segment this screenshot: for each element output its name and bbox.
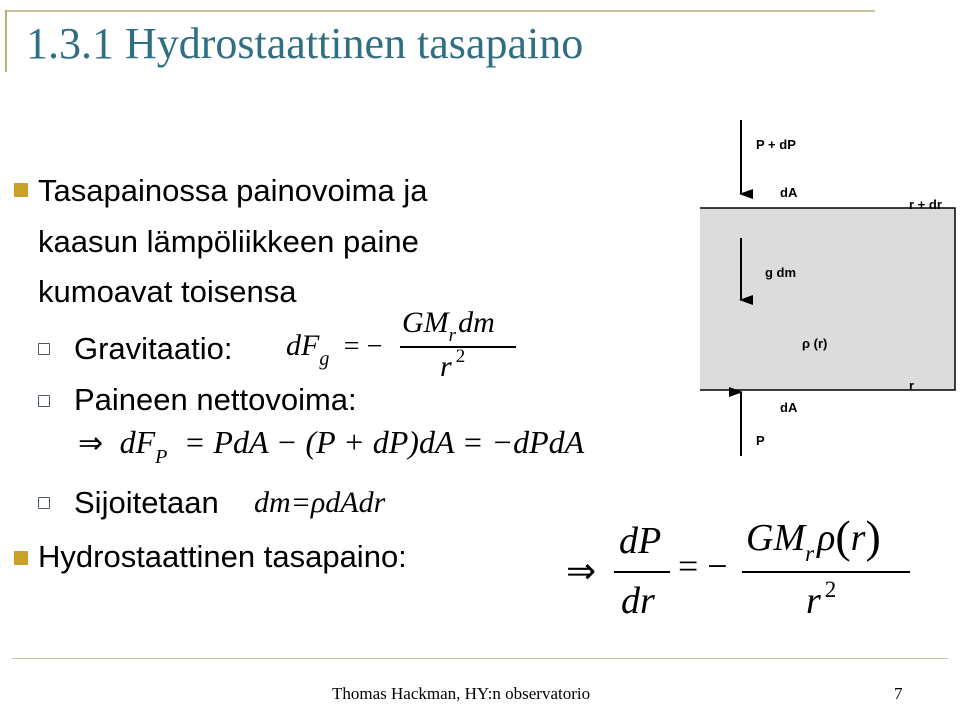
grav-num-sub: r — [448, 325, 457, 346]
hydrostatic-lhs-denominator: dr — [621, 580, 655, 622]
label-gravity: g dm — [765, 265, 797, 280]
sub-bullet-box-icon — [38, 497, 50, 509]
substitute-expression: dm=ρdAdr — [254, 486, 386, 519]
title-rule-vertical — [5, 10, 7, 72]
hydrostatic-equals: = − — [678, 546, 728, 586]
gravitation-lhs-sub: g — [319, 348, 330, 370]
sub-bullet-box-icon — [38, 343, 50, 355]
hydrostatic-element-figure — [700, 110, 960, 470]
label-density: ρ (r) — [802, 336, 828, 351]
hydrostatic-label: Hydrostaattinen tasapaino: — [38, 539, 407, 574]
hydrostatic-lhs-numerator: dP — [619, 520, 662, 562]
gravitation-equals: = − — [343, 331, 383, 362]
pressure-label: Paineen nettovoima: — [74, 382, 357, 417]
implies-arrow-icon: ⇒ — [78, 427, 104, 460]
hyd-den-r: r — [806, 580, 821, 622]
hyd-num-rho: ρ — [817, 517, 836, 559]
label-top-radius: r + dr — [909, 197, 942, 212]
gravitation-numerator — [402, 306, 495, 346]
sub-bullet-box-icon — [38, 395, 50, 407]
hyd-den-sup: 2 — [824, 577, 837, 602]
hydrostatic-rhs-denominator — [806, 577, 837, 622]
label-top-area: dA — [780, 185, 798, 200]
grav-den-r: r — [440, 350, 452, 383]
footer-page-number: 7 — [894, 684, 903, 703]
gravitation-label: Gravitaatio: — [74, 331, 233, 366]
label-top-force: P + dP — [756, 137, 796, 152]
hyd-num-sub: r — [805, 541, 815, 566]
hyd-num-r: r — [850, 517, 866, 559]
hydrostatic-rhs-fraction-line — [742, 571, 910, 573]
bullet-square-icon — [14, 183, 28, 197]
pressure-lhs-sub: P — [155, 446, 168, 468]
footer-rule — [12, 658, 948, 659]
bullet1-line3: kumoavat toisensa — [38, 274, 297, 309]
label-bottom-area: dA — [780, 400, 798, 415]
gravitation-denominator — [440, 346, 466, 383]
gravitation-equation — [286, 329, 383, 370]
gravitation-lhs: dF — [286, 329, 320, 362]
hyd-num-gm: GM — [746, 517, 806, 559]
implies-arrow-icon: ⇒ — [566, 551, 597, 591]
substitute-label: Sijoitetaan — [74, 485, 219, 520]
pressure-equation — [78, 424, 585, 468]
bullet1-line2: kaasun lämpöliikkeen paine — [38, 224, 419, 259]
grav-num-dm: dm — [458, 306, 495, 339]
footer-author: Thomas Hackman, HY:n observatorio — [332, 684, 591, 703]
gas-element-box — [700, 208, 955, 390]
slide-title: 1.3.1 Hydrostaattinen tasapaino — [26, 19, 584, 68]
title-rule-horizontal — [5, 10, 875, 12]
bullet1-line1: Tasapainossa painovoima ja — [38, 173, 428, 208]
pressure-rhs: = PdA − (P + dP)dA = −dPdA — [183, 424, 585, 460]
hydrostatic-rhs-numerator: GMrρ(r) — [746, 511, 881, 566]
bullet-square-icon — [14, 551, 28, 565]
label-bottom-force: P — [756, 433, 765, 448]
pressure-lhs: dF — [119, 424, 156, 460]
label-bottom-radius: r — [909, 378, 915, 393]
grav-den-sup: 2 — [455, 346, 466, 367]
hydrostatic-lhs-fraction-line — [614, 571, 670, 573]
grav-num-gm: GM — [402, 306, 449, 339]
